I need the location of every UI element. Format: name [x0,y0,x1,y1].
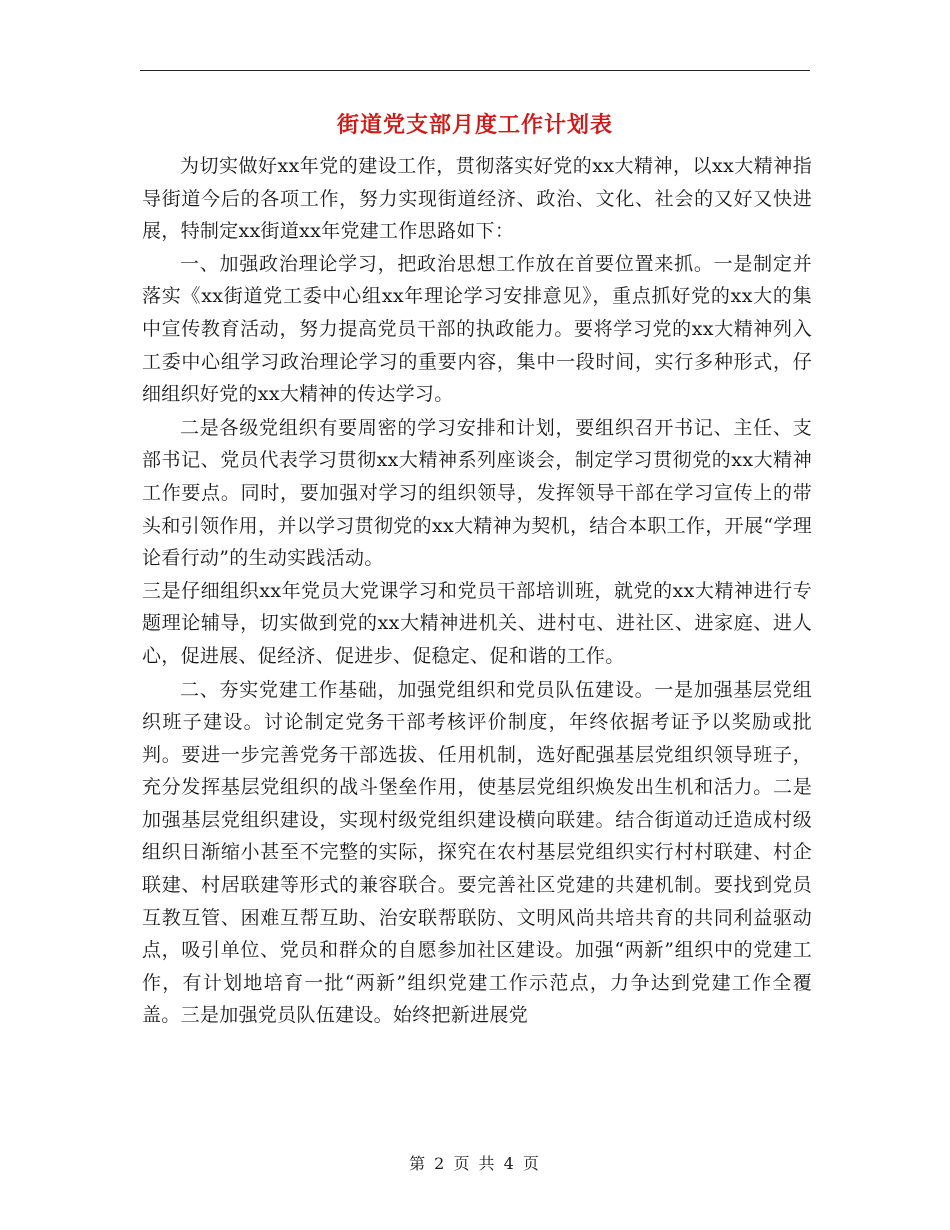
paragraph-section-1: 一、加强政治理论学习，把政治思想工作放在首要位置来抓。一是制定并落实《xx街道党工委中心组xx年理论学习安排意见》，重点抓好党的xx大的集中宣传教育活动，努力提高党员干部的执政能力。要将学习党的xx大精神列入工委中心组学习政治理论学习的重要内容，集中一段时间，实行多种形式，仔细组织好党的xx大精神的传达学习。 [142,252,812,406]
paragraph-section-1-part-3: 三是仔细组织xx年党员大党课学习和党员干部培训班，就党的xx大精神进行专题理论辅导，切实做到党的xx大精神进机关、进村屯、进社区、进家庭、进人心，促进展、促经济、促进步、促稳定、促和谐的工作。 [142,579,812,667]
document-body [142,150,812,1032]
page-number: 第 2 页 共 4 页 [409,1154,541,1173]
paragraph-section-1-part-2: 二是各级党组织有要周密的学习安排和计划，要组织召开书记、主任、支部书记、党员代表学习贯彻xx大精神系列座谈会，制定学习贯彻党的xx大精神工作要点。同时，要加强对学习的组织领导，发挥领导干部在学习宣传上的带头和引领作用，并以学习贯彻党的xx大精神为契机，结合本职工作，开展“学理论看行动”的生动实践活动。 [142,416,812,570]
paragraph-intro: 为切实做好xx年党的建设工作，贯彻落实好党的xx大精神，以xx大精神指导街道今后的各项工作，努力实现街道经济、政治、文化、社会的又好又快进展，特制定xx街道xx年党建工作思路如下： [142,155,812,243]
header-rule [140,70,810,71]
document-title: 街道党支部月度工作计划表 [336,112,613,138]
paragraph-section-2: 二、夯实党建工作基础，加强党组织和党员队伍建设。一是加强基层党组织班子建设。讨论制定党务干部考核评价制度，年终依据考证予以奖励或批判。要进一步完善党务干部选拔、任用机制，选好配强基层党组织领导班子，充分发挥基层党组织的战斗堡垒作用，使基层党组织焕发出生机和活力。二是加强基层党组织建设，实现村级党组织建设横向联建。结合街道动迁造成村级组织日渐缩小甚至不完整的实际，探究在农村基层党组织实行村村联建、村企联建、村居联建等形式的兼容联合。要完善社区党建的共建机制。要找到党员互教互管、困难互帮互助、治安联帮联防、文明风尚共培共育的共同利益驱动点，吸引单位、党员和群众的自愿参加社区建设。加强“两新”组织中的党建工作，有计划地培育一批“两新”组织党建工作示范点，力争达到党建工作全覆盖。三是加强党员队伍建设。始终把新进展党 [142,678,812,1027]
